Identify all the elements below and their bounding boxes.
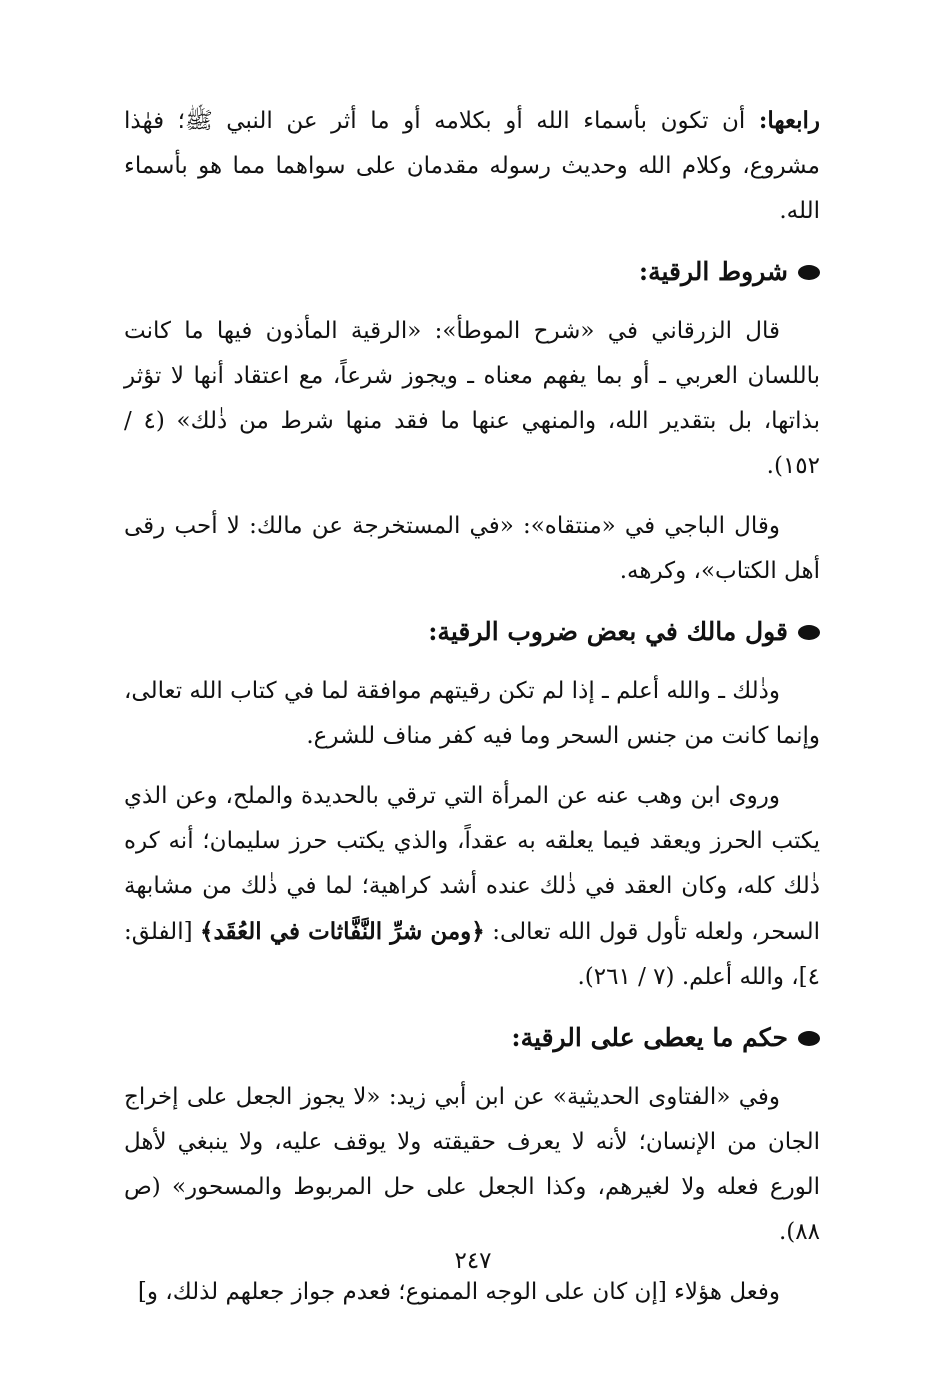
section-heading-payment [124, 1015, 820, 1061]
section-heading-text: قول مالك في بعض ضروب الرقية: [428, 617, 788, 646]
paragraph-fatawa: وفي «الفتاوى الحديثية» عن ابن أبي زيد: «لا يجوز الجعل على إخراج الجان من الإنسان؛ لأنه لا يعرف حقيقته ولا يوقف عليه، ولا ينبغي لأهل الورع فعله ولا لغيرهم، وكذا الجعل على حل المربوط والمسحور» (ص ٨٨). [124, 1084, 820, 1245]
paragraph-baji: وقال الباجي في «منتقاه»: «في المستخرجة عن مالك: لا أحب رقى أهل الكتاب»، وكرهه. [124, 513, 820, 584]
section-heading-malik [124, 609, 820, 655]
quran-verse: ﴿ومن شرِّ النَّفَّاثات في العُقَد﴾ [199, 918, 485, 945]
section-heading-text: حكم ما يعطى على الرقية: [511, 1023, 788, 1052]
paragraph-text: وروى ابن وهب عنه عن المرأة التي ترقي بالحديدة والملح، وعن الذي يكتب الحرز ويعقد فيما يعلقه به عقداً، والذي يكتب حرز سليمان؛ أنه كره ذٰلك كله، وكان العقد في ذٰلك عنده أشد كراهية؛ لما في ذٰلك من مشابهة السحر، ولعله تأول قول الله تعالى: [124, 783, 820, 945]
paragraph-lead-word: رابعها: [758, 107, 820, 134]
paragraph-text: [الفلق: ٤]، والله أعلم. (٧ / ٢٦١). [124, 919, 820, 990]
section-heading-text: شروط الرقية: [638, 257, 788, 286]
paragraph-zurqani: قال الزرقاني في «شرح الموطأ»: «الرقية المأذون فيها ما كانت باللسان العربي ـ أو بما يفهم معناه ـ ويجوز شرعاً، مع اعتقاد أنها لا تؤثر بذاتها، بل بتقدير الله، والمنهي عنها ما فقد منها شرط من ذٰلك» (٤ / ١٥٢). [124, 318, 821, 479]
paragraph-malik-explanation: وذٰلك ـ والله أعلم ـ إذا لم تكن رقيتهم موافقة لما في كتاب الله تعالى، وإنما كانت من جنس السحر وما فيه كفر مناف للشرع. [124, 678, 820, 749]
paragraph-text: أن تكون بأسماء الله أو بكلامه أو ما أثر عن النبي ﷺ؛ فهٰذا مشروع، وكلام الله وحديث رسوله مقدمان على سواهما مما هو بأسماء الله. [124, 108, 820, 224]
page-number: ٢٤٧ [454, 1248, 492, 1274]
bullet-icon [798, 1031, 820, 1046]
page-body [124, 98, 820, 1330]
paragraph-continuation: وفعل هؤلاء [إن كان على الوجه الممنوع؛ فعدم جواز جعلهم لذلك، و] [137, 1279, 780, 1305]
bullet-icon [798, 265, 820, 280]
bullet-icon [798, 625, 820, 640]
section-heading-conditions [124, 249, 820, 295]
paragraph-ibn-wahb [124, 774, 820, 1000]
paragraph-fourth-condition [124, 98, 820, 234]
